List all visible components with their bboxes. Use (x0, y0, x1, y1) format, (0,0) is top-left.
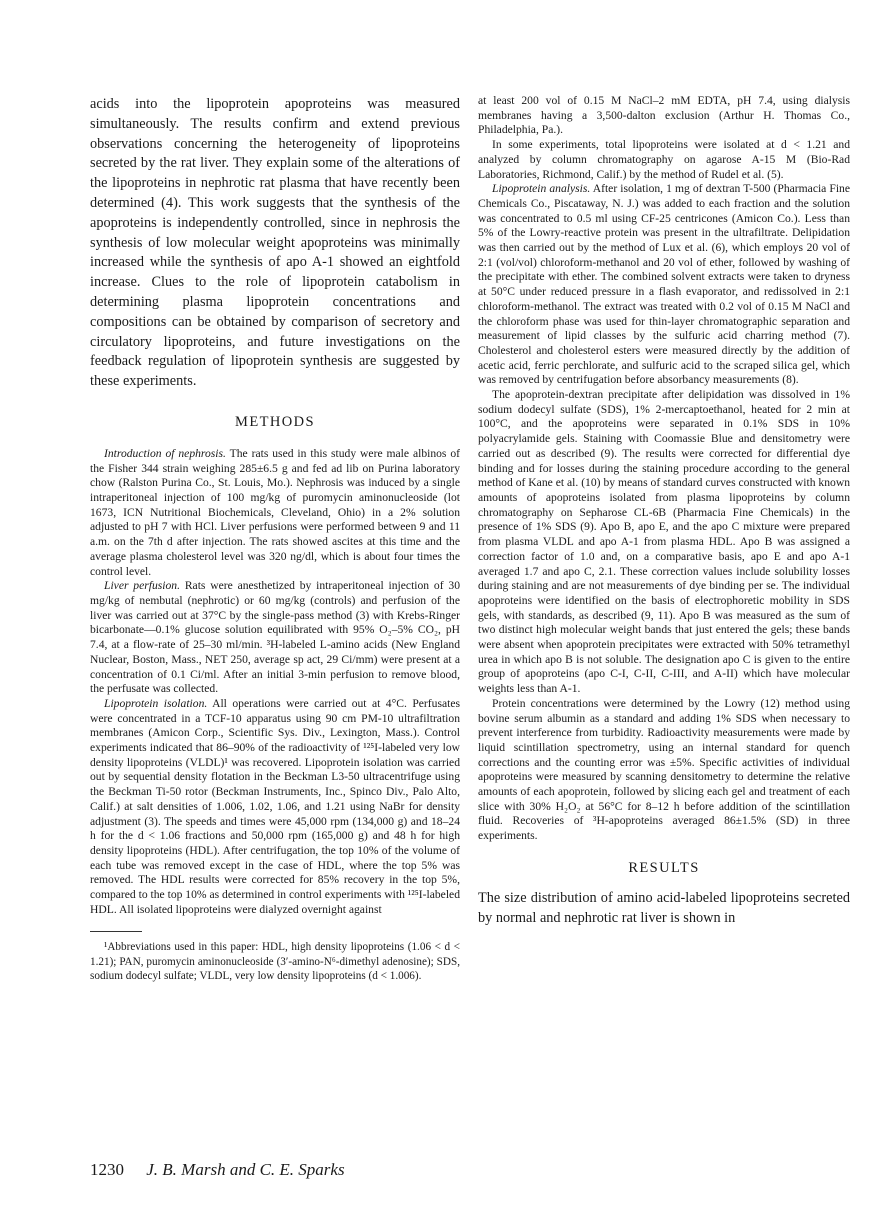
perfusion-subheading: Liver perfusion. (104, 579, 180, 593)
page-number: 1230 (90, 1160, 124, 1179)
results-heading: RESULTS (628, 859, 700, 876)
lipoprotein-analysis-paragraph (478, 182, 850, 388)
footnote-divider (90, 931, 142, 932)
apoprotein-paragraph: The apoprotein-dextran precipitate after delipidation was dissolved in 1% sodium dodecyl sulfate (SDS), 1% 2-mercaptoethanol, heated for 2 min at 100°C, and the apoproteins were separated in 0.1% SDS in 10% polyacrylamide gels. Staining with Coomassie Blue and densitometry were carried out as described (9). The results were corrected for differential dye binding and for losses during the staining procedure according to the general method of Kane et al. (10) by means of standard curves constructed with known amounts of apoproteins isolated from plasma lipoproteins by column chromatography on Sepharose CL-6B (Pharmacia Fine Chemicals) in the presence of 1% SDS (9). Apo B, apo E, and the apo C mixture were prepared from plasma VLDL and apo A-1 from plasma HDL. Apo B was assigned a correction factor of 1.0 and, on a comparative basis, apo E and apo A-1 averaged 1.7 and apo C, 2.1. These correction values include solubility losses during staining and are not measurements of dye binding per se. The individual apoproteins were identified on the basis of electrophoretic mobility in SDS gels, with standards, as described (9, 11). Apo B was measured as the sum of two distinct high molecular weight bands that just entered the gels; these bands were absent when apoprotein precipitates were extracted with 50% tetramethyl urea in which apo B is not soluble. The designation apo C is given to the entire group of apoproteins (apo C-I, C-II, C-III, and A-II) which have molecular weights less than A-1. (478, 388, 850, 696)
right-column (478, 94, 850, 928)
lipoprotein-analysis-text: After isolation, 1 mg of dextran T-500 (Pharmacia Fine Chemicals Co., Piscataway, N. J.) was added to each fraction and the solution was concentrated to 0.5 ml using CF-25 centricones (Amicon Co.). Less than 5% of the Lowry-reactive protein was present in the ultrafiltrate. Delipidation was then carried out by the method of Lux et al. (6), which employs 20 vol of 2:1 (vol/vol) chloroform-methanol and 20 vol of ether, followed by washing of the precipitate with ether. The combined solvent extracts were taken to dryness at 50°C under reduced pressure in a flash evaporator, and redissolved in 2:1 chloroform-methanol. The extract was treated with 0.2 vol of 0.15 M NaCl and the chloroform phase was used for thin-layer chromatographic separation and measurement of lipid classes by the sulfuric acid charring method (7). Cholesterol and cholesterol esters were measured directly by the addition of acetic acid, ferric perchlorate, and sulfuric acid to the scraped silica gel, which was removed by centrifugation before absorbancy measurements (8). (478, 182, 851, 387)
intro-paragraph: acids into the lipoprotein apoproteins was measured simultaneously. The results confirm and extend previous observations concerning the heterogeneity of lipoproteins secreted by the rat liver. They explain some of the alterations of the lipoproteins in nephrotic rat plasma that have recently been determined (4). This work suggests that the synthesis of the apoproteins is independently controlled, since in nephrosis the synthesis of low molecular weight apoproteins was minimally increased while the synthesis of apo A-1 showed an eightfold increase. Clues to the role of lipoprotein catabolism in determining plasma lipoprotein concentrations and compositions can be obtained by comparison of secretory and circulatory lipoproteins, and future investigations on the feedback regulation of lipoprotein synthesis are suggested by these experiments. (90, 96, 460, 390)
page-footer (90, 1160, 345, 1180)
left-column (90, 95, 460, 984)
isolation-text: All operations were carried out at 4°C. Perfusates were concentrated in a TCF-10 apparatus using 90 cm PM-10 ultrafiltration membranes (Amicon Corp., Scientific Sys. Div., Lexington, Mass.). Control experiments indicated that 86–90% of the radioactivity of ¹²⁵I-labeled very low density lipoproteins (VLDL)¹ was recovered. Lipoprotein isolation was carried out by sequential density flotation in the Beckman L3-50 ultracentrifuge using the Beckman Ti-50 rotor (Beckman Instruments, Inc., Spinco Div., Palo Alto, Calif.) at salt densities of 1.006, 1.02, 1.06, and 1.21 using NaBr for density adjustment (3). The speeds and times were 45,000 rpm (134,000 g) and 18–24 h for the d < 1.06 fractions and 50,000 rpm (165,000 g) and 48 h for high density lipoproteins (HDL). After centrifugation, the top 10% of the volume of each tube was removed except in the case of HDL, where the top 5% was removed. The HDL results were corrected for 85% recovery in the top 5%, compared to the top 10% as determined in control experiments with ¹²⁵I-labeled HDL. All isolated lipoproteins were dialyzed overnight against (90, 696, 460, 916)
isolation-paragraph (90, 697, 460, 918)
perfusion-text: Rats were anesthetized by intraperitoneal injection of 30 mg/kg of nembutal (nephrotic) or 60 mg/kg (controls) and perfusion of the liver was carried out at 37°C by the single-pass method (3) with Krebs-Ringer bicarbonate—0.1% glucose solution equilibrated with 95% O₂–5% CO₂, pH 7.4, at a flow-rate of 25–30 ml/min. ³H-labeled L-amino acids (New England Nuclear, Boston, Mass., NET 250, average sp act, 29 Ci/mm) were present at a concentration of 0.1 Ci/ml. After an initial 3-min perfusion to remove blood, the perfusate was collected. (90, 579, 460, 696)
perfusion-paragraph (90, 579, 460, 697)
dialysis-paragraph: at least 200 vol of 0.15 M NaCl–2 mM EDTA, pH 7.4, using dialysis membranes having a 3,500-dalton exclusion (Arthur H. Thomas Co., Philadelphia, Pa.). (478, 94, 850, 137)
lipoprotein-analysis-subheading: Lipoprotein analysis. (492, 182, 591, 196)
nephrosis-paragraph (90, 447, 460, 579)
nephrosis-subheading: Introduction of nephrosis. (104, 446, 226, 460)
isolation-subheading: Lipoprotein isolation. (104, 696, 208, 710)
methods-heading: METHODS (235, 413, 315, 430)
nephrosis-text: The rats used in this study were male albinos of the Fisher 344 strain weighing 285±6.5 g and fed ad lib on Purina laboratory chow (Ralston Purina Co., St. Louis, Mo.). Nephrosis was induced by a single intraperitoneal injection of 100 mg/kg of puromycin aminonucleoside (lot 1673, ICN Nutritional Biochemicals, Cleveland, Ohio) in a 2% solution adjusted to pH 7 with HCl. Liver perfusions were performed between 9 and 11 a.m. on the 7th d after injection. The rats showed ascites at this time and the average plasma cholesterol level was 320 ng/dl, which is about four times the control level. (90, 446, 461, 578)
results-paragraph: The size distribution of amino acid-labeled lipoproteins secreted by normal and nephrotic rat liver is shown in (478, 889, 850, 926)
chromatography-paragraph: In some experiments, total lipoproteins were isolated at d < 1.21 and analyzed by column chromatography on agarose A-15 M (Bio-Rad Laboratories, Richmond, Calif.) by the method of Rudel et al. (5). (478, 138, 850, 181)
footnote: ¹Abbreviations used in this paper: HDL, high density lipoproteins (1.06 < d < 1.21); PAN, puromycin aminonucleoside (3′-amino-N⁶-dimethyl adenosine); SDS, sodium dodecyl sulfate; VLDL, very low density lipoproteins (d < 1.006). (90, 941, 460, 983)
running-authors: J. B. Marsh and C. E. Sparks (146, 1160, 345, 1179)
protein-concentration-paragraph: Protein concentrations were determined by the Lowry (12) method using bovine serum albumin as a standard and adding 1% SDS when necessary to prevent interference from turbidity. Radioactivity measurements were made by liquid scintillation spectrometry, using an internal standard for quench corrections and the counting error was ±5%. Specific activities of individual apoproteins were measured by scanning densitometry to determine the relative amounts of each apoprotein, followed by slicing each gel and treatment of each slice with 30% H₂O₂ at 56°C for 8–12 h before addition of the scintillation fluid. Recoveries of ³H-apoproteins averaged 86±1.5% (SD) in three experiments. (478, 696, 850, 843)
